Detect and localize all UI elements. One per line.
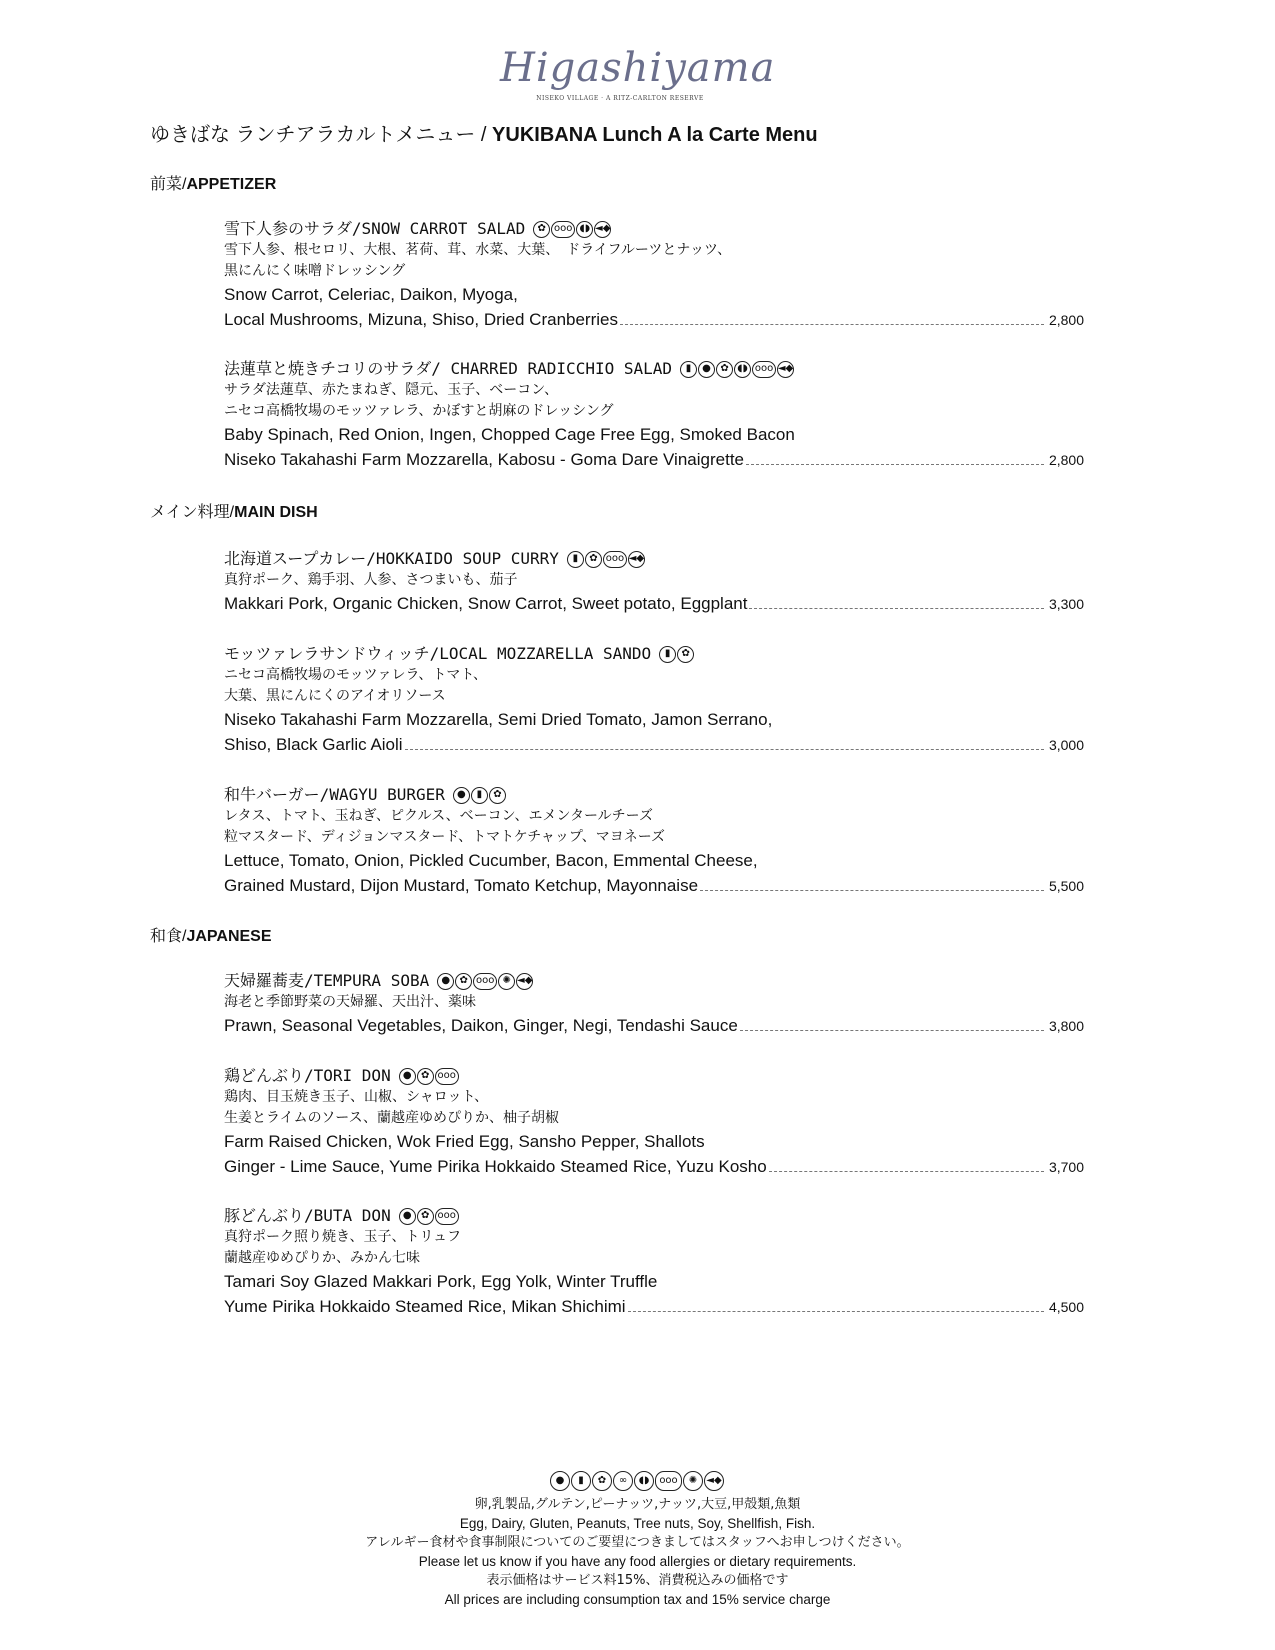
gluten-icon: ✿ [455, 973, 472, 990]
item-desc-jp: レタス、トマト、玉ねぎ、ピクルス、ベーコン、エメンタールチーズ [224, 808, 653, 824]
soy-icon: ooo [603, 551, 627, 568]
item-title-row [224, 970, 1084, 992]
item-price: 3,700 [1048, 1159, 1084, 1175]
item-title: モッツァレラサンドウィッチ/LOCAL MOZZARELLA SANDO [224, 644, 652, 663]
allergy-note-jp: アレルギー食材や食事制限についてのご要望につきましてはスタッフへお申しつけください。 [365, 1535, 910, 1550]
section-en: APPETIZER [186, 176, 277, 193]
fish-icon: ◄◆ [594, 221, 611, 238]
item-title-row [224, 784, 1084, 806]
item-desc-jp: サラダ法蓮草、赤たまねぎ、隠元、玉子、ベーコン、 [224, 382, 559, 398]
gluten-icon: ✿ [585, 551, 602, 568]
item-title-row [224, 643, 1084, 665]
soy-icon: ooo [752, 361, 776, 378]
section-en: MAIN DISH [234, 504, 318, 521]
item-desc-jp: 真狩ポーク照り焼き、玉子、トリュフ [224, 1229, 462, 1245]
dairy-icon: ▮ [571, 1471, 591, 1491]
dot-leader [749, 594, 1044, 609]
gluten-icon: ✿ [677, 646, 694, 663]
item-desc-jp: 雪下人参、根セロリ、大根、茗荷、茸、水菜、大葉、 ドライフルーツとナッツ、 [224, 242, 732, 258]
item-desc-jp: 真狩ポーク、鶏手羽、人参、さつまいも、茄子 [224, 572, 518, 588]
item-desc-en: Grained Mustard, Dijon Mustard, Tomato Ketchup, Mayonnaise [224, 876, 699, 895]
gluten-icon: ✿ [533, 221, 550, 238]
item-title-row [224, 218, 1084, 240]
item-price: 4,500 [1048, 1299, 1084, 1315]
egg-icon: ● [698, 361, 715, 378]
menu-item-local-mozzarella-sando [224, 643, 1084, 758]
item-desc-jp: ニセコ高橋牧場のモッツァレラ、かぼすと胡麻のドレッシング [224, 403, 614, 419]
tree-nuts-icon: ◖◗ [634, 1471, 654, 1491]
item-desc-en: Snow Carrot, Celeriac, Daikon, Myoga, [224, 285, 518, 304]
item-title-row [224, 358, 1084, 380]
legend-icons [550, 1471, 725, 1491]
item-title: 北海道スープカレー/HOKKAIDO SOUP CURRY [224, 549, 559, 568]
menu-item-tempura-soba [224, 970, 1084, 1039]
section-jp: 前菜/ [150, 176, 187, 193]
soy-icon: ooo [473, 973, 497, 990]
section-jp: メイン料理/ [150, 504, 235, 521]
page-title-jp: ゆきばな ランチアラカルトメニュー / [150, 124, 493, 146]
page-title [150, 118, 818, 147]
item-desc-en: Baby Spinach, Red Onion, Ingen, Chopped Cage Free Egg, Smoked Bacon [224, 425, 795, 444]
item-desc-jp: 大葉、黒にんにくのアイオリソース [224, 688, 446, 704]
item-title: 豚どんぶり/BUTA DON [224, 1206, 391, 1225]
egg-icon: ● [453, 787, 470, 804]
page-title-en: YUKIBANA Lunch A la Carte Menu [492, 124, 818, 146]
item-price-row [224, 732, 1084, 758]
item-desc-jp: 海老と季節野菜の天婦羅、天出汁、薬味 [224, 994, 476, 1010]
egg-icon: ● [399, 1208, 416, 1225]
legend-en: Egg, Dairy, Gluten, Peanuts, Tree nuts, Soy, Shellfish, Fish. [459, 1516, 816, 1531]
price-note-jp: 表示価格はサービス料15%、消費税込みの価格です [486, 1573, 789, 1588]
dot-leader [746, 450, 1044, 465]
item-price: 3,800 [1048, 1018, 1084, 1034]
item-price: 3,300 [1048, 596, 1084, 612]
item-title-row [224, 548, 1084, 570]
menu-item-charred-radicchio-salad [224, 358, 1084, 473]
item-price: 3,000 [1048, 737, 1084, 753]
peanuts-icon: ∞ [613, 1471, 633, 1491]
fish-icon: ◄◆ [516, 973, 533, 990]
menu-item-wagyu-burger [224, 784, 1084, 899]
legend-jp: 卵,乳製品,グルテン,ピーナッツ,ナッツ,大豆,甲殻類,魚類 [474, 1497, 801, 1512]
dot-leader [628, 1297, 1044, 1312]
tree-nuts-icon: ◖◗ [576, 221, 593, 238]
dot-leader [700, 876, 1044, 891]
fish-icon: ◄◆ [704, 1471, 724, 1491]
item-title: 雪下人参のサラダ/SNOW CARROT SALAD [224, 219, 526, 238]
item-price-row [224, 591, 1084, 617]
logo [500, 44, 776, 110]
dairy-icon: ▮ [567, 551, 584, 568]
item-price-row [224, 1294, 1084, 1320]
item-price-row [224, 1013, 1084, 1039]
gluten-icon: ✿ [489, 787, 506, 804]
egg-icon: ● [550, 1471, 570, 1491]
item-desc-en: Niseko Takahashi Farm Mozzarella, Kabosu - Goma Dare Vinaigrette [224, 450, 744, 469]
item-price-row [224, 1154, 1084, 1180]
item-desc-en: Yume Pirika Hokkaido Steamed Rice, Mikan Shichimi [224, 1297, 626, 1316]
soy-icon: ooo [551, 221, 575, 238]
item-title: 和牛バーガー/WAGYU BURGER [224, 785, 445, 804]
shellfish-icon: ✺ [498, 973, 515, 990]
egg-icon: ● [437, 973, 454, 990]
section-jp: 和食/ [150, 928, 187, 945]
item-desc-jp: ニセコ高橋牧場のモッツァレラ、トマト、 [224, 667, 488, 683]
item-title-row [224, 1065, 1084, 1087]
dot-leader [620, 310, 1044, 325]
menu-item-snow-carrot-salad [224, 218, 1084, 333]
section-appetizer [150, 171, 276, 194]
dot-leader [769, 1157, 1044, 1172]
item-desc-en: Shiso, Black Garlic Aioli [224, 735, 403, 754]
item-price-row [224, 447, 1084, 473]
logo-script: Higashiyama [500, 45, 776, 91]
item-desc-en: Prawn, Seasonal Vegetables, Daikon, Ginger, Negi, Tendashi Sauce [224, 1016, 738, 1035]
menu-item-hokkaido-soup-curry [224, 548, 1084, 617]
dairy-icon: ▮ [680, 361, 697, 378]
section-japanese [150, 923, 272, 946]
section-en: JAPANESE [186, 928, 272, 945]
item-desc-en: Makkari Pork, Organic Chicken, Snow Carrot, Sweet potato, Eggplant [224, 594, 748, 613]
dot-leader [740, 1016, 1044, 1031]
item-price: 2,800 [1048, 312, 1084, 328]
dairy-icon: ▮ [659, 646, 676, 663]
item-price-row [224, 873, 1084, 899]
item-title: 天婦羅蕎麦/TEMPURA SOBA [224, 971, 430, 990]
fish-icon: ◄◆ [777, 361, 794, 378]
gluten-icon: ✿ [417, 1208, 434, 1225]
egg-icon: ● [399, 1068, 416, 1085]
item-desc-en: Local Mushrooms, Mizuna, Shiso, Dried Cranberries [224, 310, 618, 329]
item-title: 鶏どんぶり/TORI DON [224, 1066, 391, 1085]
item-desc-jp: 生姜とライムのソース、蘭越産ゆめぴりか、柚子胡椒 [224, 1110, 560, 1126]
tree-nuts-icon: ◖◗ [734, 361, 751, 378]
gluten-icon: ✿ [592, 1471, 612, 1491]
menu-item-buta-don [224, 1205, 1084, 1320]
item-price-row [224, 307, 1084, 333]
gluten-icon: ✿ [417, 1068, 434, 1085]
section-main-dish [150, 499, 318, 522]
item-desc-en: Ginger - Lime Sauce, Yume Pirika Hokkaido Steamed Rice, Yuzu Kosho [224, 1157, 767, 1176]
gluten-icon: ✿ [716, 361, 733, 378]
item-desc-en: Farm Raised Chicken, Wok Fried Egg, Sansho Pepper, Shallots [224, 1132, 705, 1151]
allergen-legend [0, 1470, 1275, 1609]
item-desc-en: Lettuce, Tomato, Onion, Pickled Cucumber, Bacon, Emmental Cheese, [224, 851, 758, 870]
item-desc-jp: 黒にんにく味噌ドレッシング [224, 263, 406, 279]
item-title-row [224, 1205, 1084, 1227]
soy-icon: ooo [655, 1471, 682, 1491]
fish-icon: ◄◆ [628, 551, 645, 568]
item-title: 法蓮草と焼きチコリのサラダ/ CHARRED RADICCHIO SALAD [224, 359, 673, 378]
soy-icon: ooo [435, 1068, 459, 1085]
item-desc-jp: 蘭越産ゆめぴりか、みかん七味 [224, 1250, 420, 1266]
allergy-note-en: Please let us know if you have any food allergies or dietary requirements. [418, 1554, 857, 1569]
shellfish-icon: ✺ [683, 1471, 703, 1491]
dairy-icon: ▮ [471, 787, 488, 804]
soy-icon: ooo [435, 1208, 459, 1225]
item-desc-jp: 粒マスタード、ディジョンマスタード、トマトケチャップ、マヨネーズ [224, 829, 665, 845]
dot-leader [405, 735, 1044, 750]
item-desc-en: Tamari Soy Glazed Makkari Pork, Egg Yolk, Winter Truffle [224, 1272, 658, 1291]
item-desc-jp: 鶏肉、目玉焼き玉子、山椒、シャロット、 [224, 1089, 489, 1105]
item-price: 5,500 [1048, 878, 1084, 894]
price-note-en: All prices are including consumption tax and 15% service charge [444, 1592, 831, 1607]
logo-subtitle: NISEKO VILLAGE · A RITZ-CARLTON RESERVE [536, 95, 704, 102]
item-desc-en: Niseko Takahashi Farm Mozzarella, Semi Dried Tomato, Jamon Serrano, [224, 710, 773, 729]
item-price: 2,800 [1048, 452, 1084, 468]
menu-item-tori-don [224, 1065, 1084, 1180]
